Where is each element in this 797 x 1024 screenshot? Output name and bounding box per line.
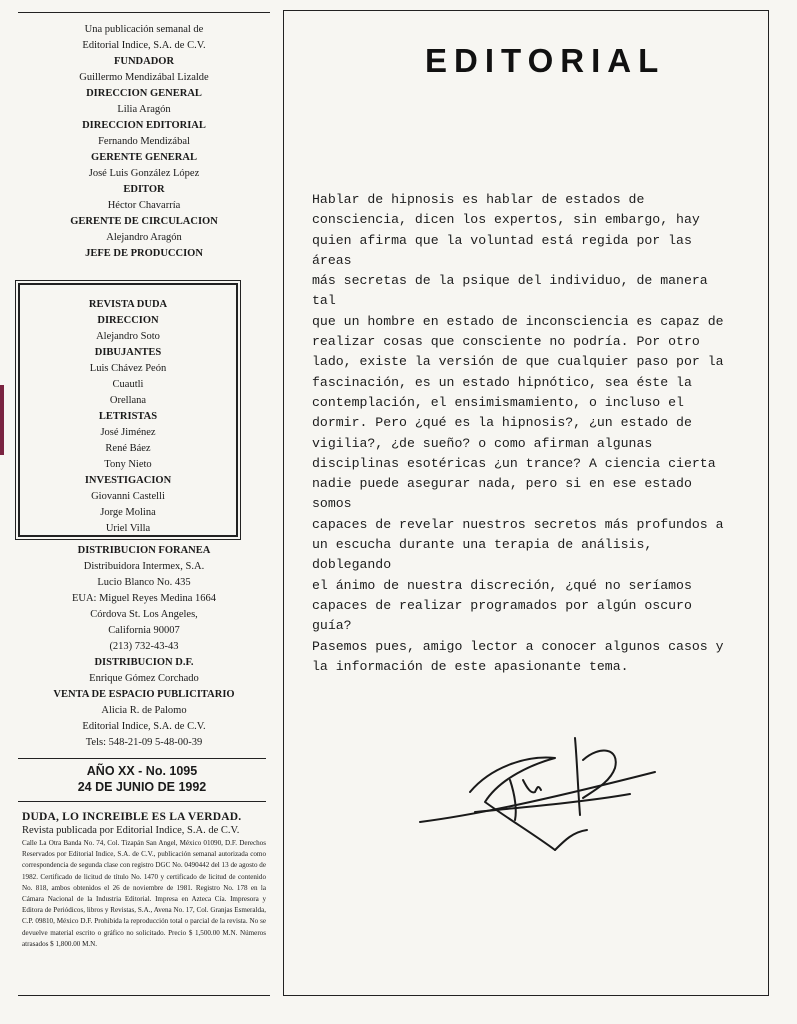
- editorial-title: EDITORIAL: [425, 42, 666, 79]
- distribution-credits: [18, 543, 270, 751]
- distribution-line: VENTA DE ESPACIO PUBLICITARIO: [53, 689, 235, 700]
- revista-box-line: Orellana: [109, 395, 147, 406]
- masthead-line: DIRECCION EDITORIAL: [82, 120, 206, 131]
- revista-box-line: DIRECCION: [97, 315, 159, 326]
- distribution-line: Alicia R. de Palomo: [101, 705, 187, 716]
- masthead-line: GERENTE DE CIRCULACION: [70, 216, 218, 227]
- revista-box-line: Cuautli: [112, 379, 144, 390]
- distribution-line: Tels: 548-21-09 5-48-00-39: [85, 737, 203, 748]
- revista-box-line: INVESTIGACION: [84, 475, 172, 486]
- revista-box-line: René Báez: [105, 443, 151, 454]
- masthead-line: FUNDADOR: [113, 56, 175, 67]
- distribution-line: EUA: Miguel Reyes Medina 1664: [71, 593, 217, 604]
- revista-box-line: Tony Nieto: [104, 459, 152, 470]
- masthead-line: DIRECCION GENERAL: [86, 88, 202, 99]
- distribution-line: DISTRIBUCION D.F.: [94, 657, 194, 668]
- issue-number: AÑO XX - No. 1095: [86, 764, 198, 778]
- revista-box-line: José Jiménez: [100, 427, 156, 438]
- masthead-line: Una publicación semanal de: [84, 24, 204, 35]
- revista-box-line: LETRISTAS: [98, 411, 158, 422]
- masthead-line: Lilia Aragón: [117, 104, 171, 115]
- issue-date: 24 DE JUNIO DE 1992: [77, 780, 207, 794]
- revista-box-line: DIBUJANTES: [94, 347, 162, 358]
- masthead-line: GERENTE GENERAL: [91, 152, 197, 163]
- legal-bottom-rule: [18, 995, 270, 996]
- masthead-top-rule: [18, 12, 270, 13]
- revista-box-line: Alejandro Soto: [96, 331, 160, 342]
- page-edge-mark: [0, 385, 4, 455]
- distribution-line: Enrique Gómez Corchado: [89, 673, 199, 684]
- legal-notice: [22, 810, 266, 950]
- masthead-line: Héctor Chavarría: [107, 200, 181, 211]
- issue-info: [18, 758, 266, 802]
- masthead-line: EDITOR: [123, 184, 165, 195]
- revista-box-line: Jorge Molina: [100, 507, 156, 518]
- distribution-line: Distribuidora Intermex, S.A.: [83, 561, 205, 572]
- revista-box-line: REVISTA DUDA: [88, 299, 168, 310]
- revista-duda-credits-box: [18, 283, 238, 537]
- masthead-line: Editorial Indice, S.A. de C.V.: [82, 40, 206, 51]
- revista-box-line: Luis Chávez Peón: [89, 363, 167, 374]
- masthead-line: José Luis González López: [88, 168, 200, 179]
- distribution-line: Editorial Indice, S.A. de C.V.: [82, 721, 206, 732]
- legal-subline: Revista publicada por Editorial Indice, S.A. de C.V.: [22, 825, 240, 836]
- editor-signature: [415, 720, 665, 860]
- distribution-line: Lucio Blanco No. 435: [97, 577, 191, 588]
- distribution-line: (213) 732-43-43: [109, 641, 179, 652]
- distribution-line: Córdova St. Los Angeles,: [90, 609, 198, 620]
- masthead-line: JEFE DE PRODUCCION: [85, 248, 203, 259]
- revista-box-line: Giovanni Castelli: [91, 491, 165, 502]
- distribution-line: California 90007: [108, 625, 180, 636]
- legal-headline: DUDA, LO INCREIBLE ES LA VERDAD.: [22, 811, 242, 823]
- masthead-line: Guillermo Mendizábal Lizalde: [79, 72, 209, 83]
- revista-box-line: Uriel Villa: [105, 523, 151, 534]
- editorial-body: Hablar de hipnosis es hablar de estados de consciencia, dicen los expertos, sin embargo, hay quien afirma que la voluntad está regida por las áreas más secretas de la psique del individuo, de manera tal que un hombre en estado de inconsciencia es capaz de realizar cosas que consciente no podría. Por otro lado, existe la versión de que cualquier paso por la fascinación, es un estado hipnótico, sea éste la contemplación, el ensimismamiento, o incluso el dormir. Pero ¿qué es la hipnosis?, ¿un estado de vigilia?, ¿de sueño? o como afirman algunas disciplinas esotéricas ¿un trance? A ciencia cierta nadie puede asegurar nada, pero si en ese estado somos capaces de revelar nuestros secretos más profundos a un escucha durante una terapia de análisis, doblegando el ánimo de nuestra discreción, ¿qué no seríamos capaces de realizar programados por algún oscuro guía? Pasemos pues, amigo lector a conocer algunos casos y la información de este apasionante tema.: [312, 192, 724, 674]
- masthead-line: Fernando Mendizábal: [98, 136, 190, 147]
- legal-paragraph: Calle La Otra Banda No. 74, Col. Tizapán San Angel, México 01090, D.F. Derechos Reservados por Editorial Indice, S.A. de C.V., publicación semanal autorizada como correspondencia de segunda clase con registro DGC No. 0490442 del 13 de agosto de 1982. Certificado de licitud de título No. 1470 y certificado de licitud de contenido No. 818, ambos obtenidos el 26 de noviembre de 1981. Registro No. 178 en la Cámara Nacional de la Industria Editorial. Impresa en Azteca Cía. Impresora y Editora de Periódicos, libros y Revistas, S.A., Avena No. 17, Col. Granjas Esmeralda, C.P. 09810, México D.F. Prohibida la reproducción total o parcial de la revista. No se devuelve material escrito o gráfico no solicitado. Precio $ 1,500.00 M.N. Números atrasados $ 1,800.00 M.N.: [22, 839, 266, 948]
- masthead-credits: [18, 22, 270, 262]
- distribution-line: DISTRIBUCION FORANEA: [77, 545, 211, 556]
- masthead-line: Alejandro Aragón: [106, 232, 182, 243]
